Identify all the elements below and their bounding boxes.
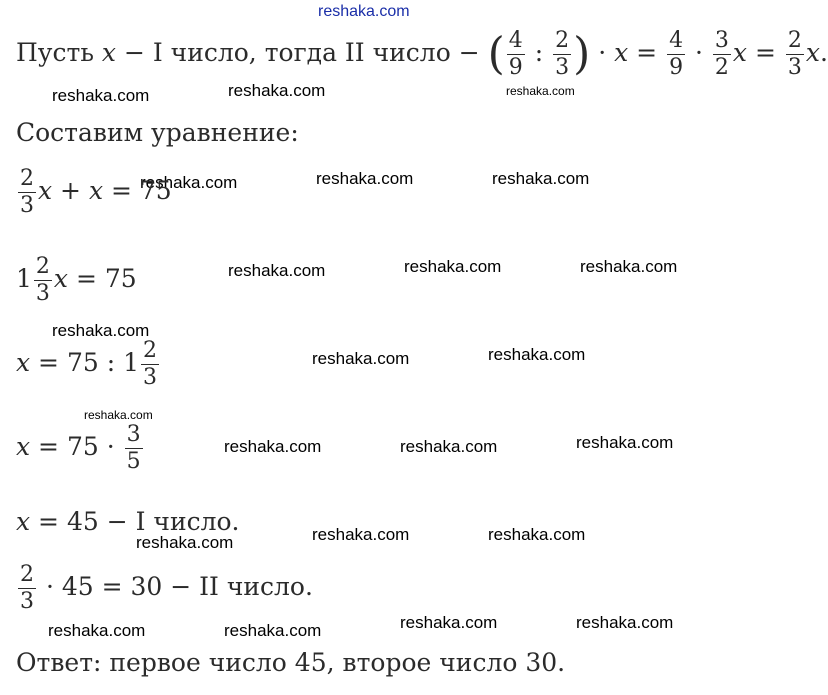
equation-line: [16, 424, 145, 473]
numerator: 2: [35, 254, 50, 279]
watermark: reshaka.com: [228, 81, 326, 100]
numerator: 3: [126, 422, 141, 447]
equation-rest: = 75 : 1: [30, 348, 139, 377]
watermark: reshaka.com: [52, 321, 150, 340]
numerator: 2: [20, 562, 34, 587]
denominator: 3: [20, 193, 34, 218]
variable-x: x: [101, 38, 117, 67]
statement-text: .: [819, 38, 828, 67]
equation-rest: = 75: [103, 176, 172, 205]
denominator: 5: [126, 449, 141, 474]
operator: +: [52, 176, 89, 205]
statement-text: Пусть: [16, 38, 102, 67]
variable-x: x: [16, 432, 31, 461]
fraction: [786, 30, 804, 79]
fraction: [507, 30, 525, 79]
variable-x: x: [732, 38, 748, 67]
denominator: 3: [35, 281, 50, 306]
fraction: [34, 256, 52, 305]
watermark: reshaka.com: [48, 621, 146, 640]
numerator: 2: [142, 338, 157, 363]
fraction: [18, 564, 36, 613]
numerator: 2: [555, 28, 570, 53]
operator: :: [526, 38, 552, 67]
watermark: reshaka.com: [488, 345, 586, 364]
operator: ·: [590, 38, 615, 67]
operator: =: [747, 38, 784, 67]
numerator: 3: [714, 28, 729, 53]
watermark: reshaka.com: [492, 169, 590, 188]
equation-line: [16, 340, 161, 389]
numerator: 4: [508, 28, 523, 53]
whole-part: 1: [16, 264, 32, 293]
open-paren: (: [487, 28, 505, 80]
fraction: [18, 168, 36, 217]
watermark: reshaka.com: [136, 533, 234, 552]
denominator: 3: [20, 589, 34, 614]
watermark: reshaka.com: [580, 257, 678, 276]
numerator: 2: [20, 166, 34, 191]
watermark: reshaka.com: [316, 169, 414, 188]
variable-x: x: [88, 176, 104, 205]
denominator: 9: [508, 55, 523, 80]
denominator: 3: [142, 365, 157, 390]
watermark: reshaka.com: [228, 261, 326, 280]
answer-line: Ответ: первое число 45, второе число 30.: [16, 648, 566, 677]
equation-rest: · 45 = 30 − II число.: [38, 572, 313, 601]
fraction: [125, 424, 143, 473]
watermark: reshaka.com: [400, 613, 498, 632]
equation-line: [16, 168, 172, 217]
watermark: reshaka.com: [400, 437, 498, 456]
equation-rest: = 75: [68, 264, 137, 293]
equation-rest: = 45 − I число.: [30, 507, 240, 536]
fraction: [667, 30, 685, 79]
denominator: 3: [555, 55, 570, 80]
denominator: 3: [787, 55, 802, 80]
operator: =: [628, 38, 666, 67]
watermark: reshaka.com: [224, 437, 322, 456]
equation-line: [16, 256, 137, 305]
watermark: reshaka.com: [576, 433, 674, 452]
section-heading: Составим уравнение:: [16, 118, 299, 147]
equation-line: [16, 507, 240, 536]
watermark: reshaka.com: [404, 257, 502, 276]
watermark: reshaka.com: [52, 86, 150, 105]
variable-x: x: [805, 38, 820, 67]
watermark: reshaka.com: [224, 621, 322, 640]
fraction: [553, 30, 571, 79]
variable-x: x: [614, 38, 629, 67]
watermark: reshaka.com: [140, 173, 238, 192]
equation-line: [16, 564, 313, 613]
statement-line: [16, 30, 828, 79]
watermark: reshaka.com: [576, 613, 674, 632]
watermark: reshaka.com: [312, 525, 410, 544]
denominator: 9: [669, 55, 684, 80]
watermark: reshaka.com: [84, 408, 153, 422]
watermark: reshaka.com: [312, 349, 410, 368]
variable-x: x: [53, 264, 69, 293]
operator: ·: [687, 38, 711, 67]
close-paren: ): [573, 28, 591, 80]
statement-text: − I число, тогда II число −: [116, 38, 488, 67]
variable-x: x: [38, 176, 53, 205]
variable-x: x: [16, 348, 31, 377]
watermark: reshaka.com: [318, 3, 410, 20]
denominator: 2: [714, 55, 729, 80]
numerator: 2: [787, 28, 802, 53]
variable-x: x: [16, 507, 31, 536]
fraction: [141, 340, 159, 389]
numerator: 4: [669, 28, 684, 53]
watermark: reshaka.com: [488, 525, 586, 544]
watermark: reshaka.com: [506, 84, 575, 98]
fraction: [713, 30, 731, 79]
equation-rest: = 75 ·: [30, 432, 123, 461]
